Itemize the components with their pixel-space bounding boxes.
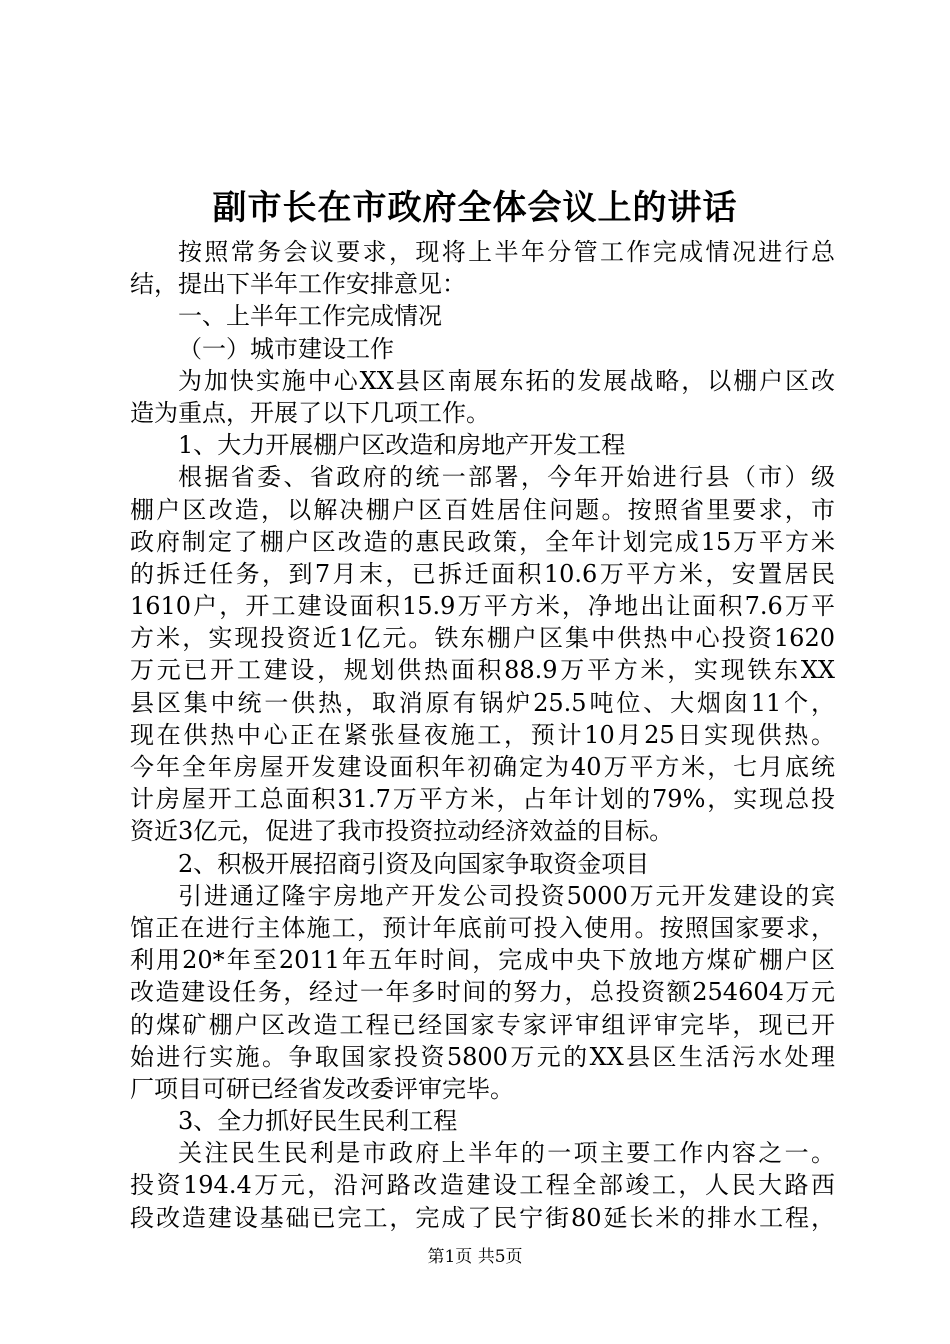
document-body — [130, 236, 835, 1234]
text-line: 今年全年房屋开发建设面积年初确定为40万平方米，七月底统 — [130, 753, 835, 781]
text-line: 万元已开工建设，规划供热面积88.9万平方米，实现铁东XX — [130, 656, 835, 685]
text-line: 馆正在进行主体施工，预计年底前可投入使用。按照国家要求， — [130, 913, 835, 942]
text-line: 计房屋开工总面积31.7万平方米，占年计划的79%，实现总投 — [130, 785, 835, 814]
text-line: 资近3亿元，促进了我市投资拉动经济效益的目标。 — [130, 817, 674, 846]
page-footer: 第1页 共5页 — [427, 1247, 523, 1267]
text-line: 2、积极开展招商引资及向国家争取资金项目 — [178, 849, 650, 878]
text-line: 3、全力抓好民生民利工程 — [178, 1107, 458, 1136]
text-line: 引进通辽隆宇房地产开发公司投资5000万元开发建设的宾 — [178, 881, 835, 910]
text-line: 造为重点，开展了以下几项工作。 — [130, 398, 490, 427]
text-line: 投资194.4万元，沿河路改造建设工程全部竣工，人民大路西 — [130, 1171, 835, 1200]
text-line: 结，提出下半年工作安排意见： — [130, 270, 466, 299]
text-line: 1610户，开工建设面积15.9万平方米，净地出让面积7.6万平 — [130, 592, 835, 621]
text-line: 改造建设任务，经过一年多时间的努力，总投资额254604万元 — [130, 978, 835, 1007]
text-line: 关注民生民利是市政府上半年的一项主要工作内容之一。 — [178, 1139, 835, 1168]
text-line: （一）城市建设工作 — [178, 334, 394, 363]
text-line: 利用20*年至2011年五年时间，完成中央下放地方煤矿棚户区 — [130, 946, 835, 975]
text-line: 为加快实施中心XX县区南展东拓的发展战略，以棚户区改 — [178, 366, 835, 395]
text-line: 1、大力开展棚户区改造和房地产开发工程 — [178, 431, 626, 460]
text-line: 段改造建设基础已完工，完成了民宁街80延长米的排水工程， — [130, 1203, 835, 1232]
text-line: 厂项目可研已经省发改委评审完毕。 — [130, 1074, 514, 1103]
document-title: 副市长在市政府全体会议上的讲话 — [212, 188, 738, 228]
text-line: 棚户区改造，以解决棚户区百姓居住问题。按照省里要求，市 — [130, 495, 835, 524]
text-line: 一、上半年工作完成情况 — [178, 302, 442, 331]
text-line: 根据省委、省政府的统一部署，今年开始进行县（市）级 — [178, 463, 835, 492]
text-line: 现在供热中心正在紧张昼夜施工，预计10月25日实现供热。 — [130, 720, 835, 749]
text-line: 始进行实施。争取国家投资5800万元的XX县区生活污水处理 — [130, 1042, 835, 1071]
text-line: 的拆迁任务，到7月末，已拆迁面积10.6万平方米，安置居民 — [130, 559, 835, 588]
text-line: 的煤矿棚户区改造工程已经国家专家评审组评审完毕，现已开 — [130, 1010, 835, 1039]
text-line: 按照常务会议要求，现将上半年分管工作完成情况进行总 — [178, 238, 835, 266]
text-line: 县区集中统一供热，取消原有锅炉25.5吨位、大烟囱11个， — [130, 688, 835, 717]
text-line: 政府制定了棚户区改造的惠民政策，全年计划完成15万平方米 — [130, 527, 835, 556]
text-line: 方米，实现投资近1亿元。铁东棚户区集中供热中心投资1620 — [130, 624, 835, 653]
